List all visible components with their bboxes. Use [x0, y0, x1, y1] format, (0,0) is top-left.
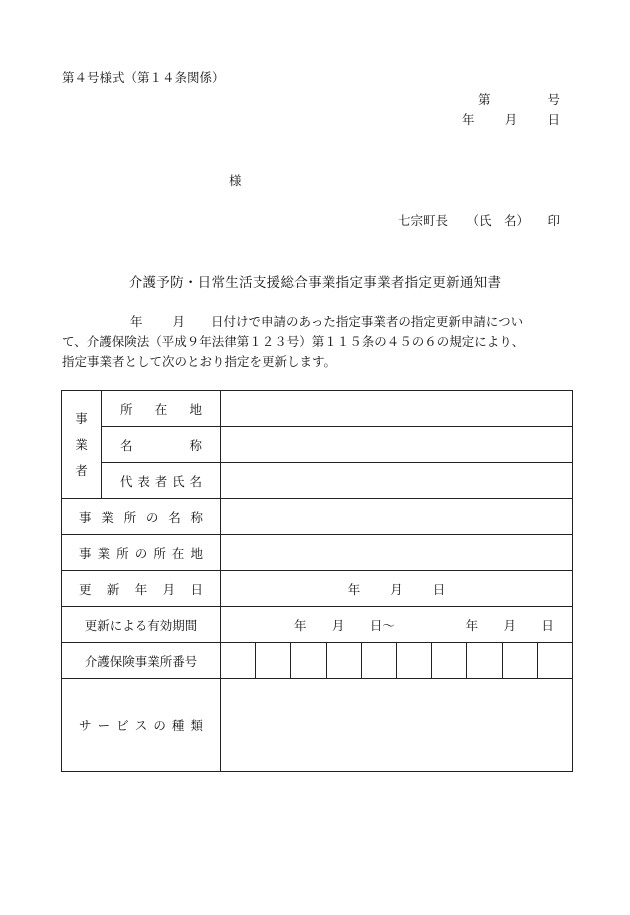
office-number-digit-box[interactable] — [537, 643, 572, 678]
body-line-1 — [62, 312, 562, 332]
location-field[interactable] — [221, 391, 573, 427]
office-number-digit-box[interactable] — [431, 643, 466, 678]
issue-date-month: 月 — [504, 112, 518, 127]
table-row — [62, 499, 573, 535]
table-row — [62, 535, 573, 571]
body-year: 年 — [130, 314, 143, 329]
office-location-label: 事 業 所 の 所 在 地 — [62, 535, 221, 571]
issue-date — [462, 110, 560, 128]
document-title: 介護予防・日常生活支援総合事業指定事業者指定更新通知書 — [128, 275, 502, 291]
doc-number-suffix: 号 — [547, 92, 560, 107]
table-row — [62, 391, 573, 427]
validity-period-label: 更新による有効期間 — [62, 607, 221, 643]
issuer-paren-name: （氏 名） — [466, 213, 529, 228]
table-row — [62, 679, 573, 772]
representative-field[interactable] — [221, 463, 573, 499]
office-number-digit-box[interactable] — [290, 643, 325, 678]
office-number-field[interactable] — [221, 643, 573, 679]
office-number-digit-box[interactable] — [255, 643, 290, 678]
issue-date-day: 日 — [547, 112, 560, 127]
table-row — [62, 607, 573, 643]
body-month: 月 — [172, 314, 186, 329]
name-label: 名 称 — [102, 427, 221, 463]
office-number-digit-box[interactable] — [396, 643, 431, 678]
service-type-label: サ ー ビ ス の 種 類 — [62, 679, 221, 772]
table-row — [62, 571, 573, 607]
office-number-digit-box[interactable] — [502, 643, 537, 678]
issuer-name: 七宗町長 — [398, 213, 449, 228]
operator-label: 事 業 者 — [62, 391, 102, 499]
renewal-form-table — [61, 390, 573, 772]
body-line-3: 指定事業者として次のとおり指定を更新します。 — [62, 354, 337, 369]
office-location-field[interactable] — [221, 535, 573, 571]
addressee-suffix: 様 — [229, 173, 242, 188]
office-number-label: 介護保険事業所番号 — [62, 643, 221, 679]
office-name-field[interactable] — [221, 499, 573, 535]
doc-number-prefix: 第 — [478, 92, 491, 107]
office-number-boxes — [221, 643, 572, 678]
office-number-digit-box[interactable] — [221, 643, 255, 678]
location-label: 所 在 地 — [102, 391, 221, 427]
office-number-digit-box[interactable] — [326, 643, 361, 678]
office-name-label: 事 業 所 の 名 称 — [62, 499, 221, 535]
body-line-2: て、介護保険法（平成９年法律第１２３号）第１１５条の４５の６の規定により、 — [62, 334, 525, 349]
representative-label: 代 表 者 氏 名 — [102, 463, 221, 499]
issuer-seal: 印 — [547, 213, 560, 228]
table-row — [62, 643, 573, 679]
validity-period-field[interactable]: 年 月 日～ 年 月 日 — [221, 607, 573, 643]
office-number-digit-box[interactable] — [361, 643, 396, 678]
issue-date-year: 年 — [462, 112, 475, 127]
office-number-digit-box[interactable] — [466, 643, 501, 678]
table-row — [62, 427, 573, 463]
body-text — [62, 312, 562, 372]
table-row — [62, 463, 573, 499]
body-line-1-rest: 日付けで申請のあった指定事業者の指定更新申請につい — [211, 314, 524, 329]
name-field[interactable] — [221, 427, 573, 463]
renewal-date-label: 更 新 年 月 日 — [62, 571, 221, 607]
issuer-line — [398, 211, 560, 229]
form-number: 第４号様式（第１４条関係） — [62, 70, 225, 85]
renewal-date-field[interactable]: 年 月 日 — [221, 571, 573, 607]
document-number — [478, 90, 560, 108]
service-type-field[interactable] — [221, 679, 573, 772]
